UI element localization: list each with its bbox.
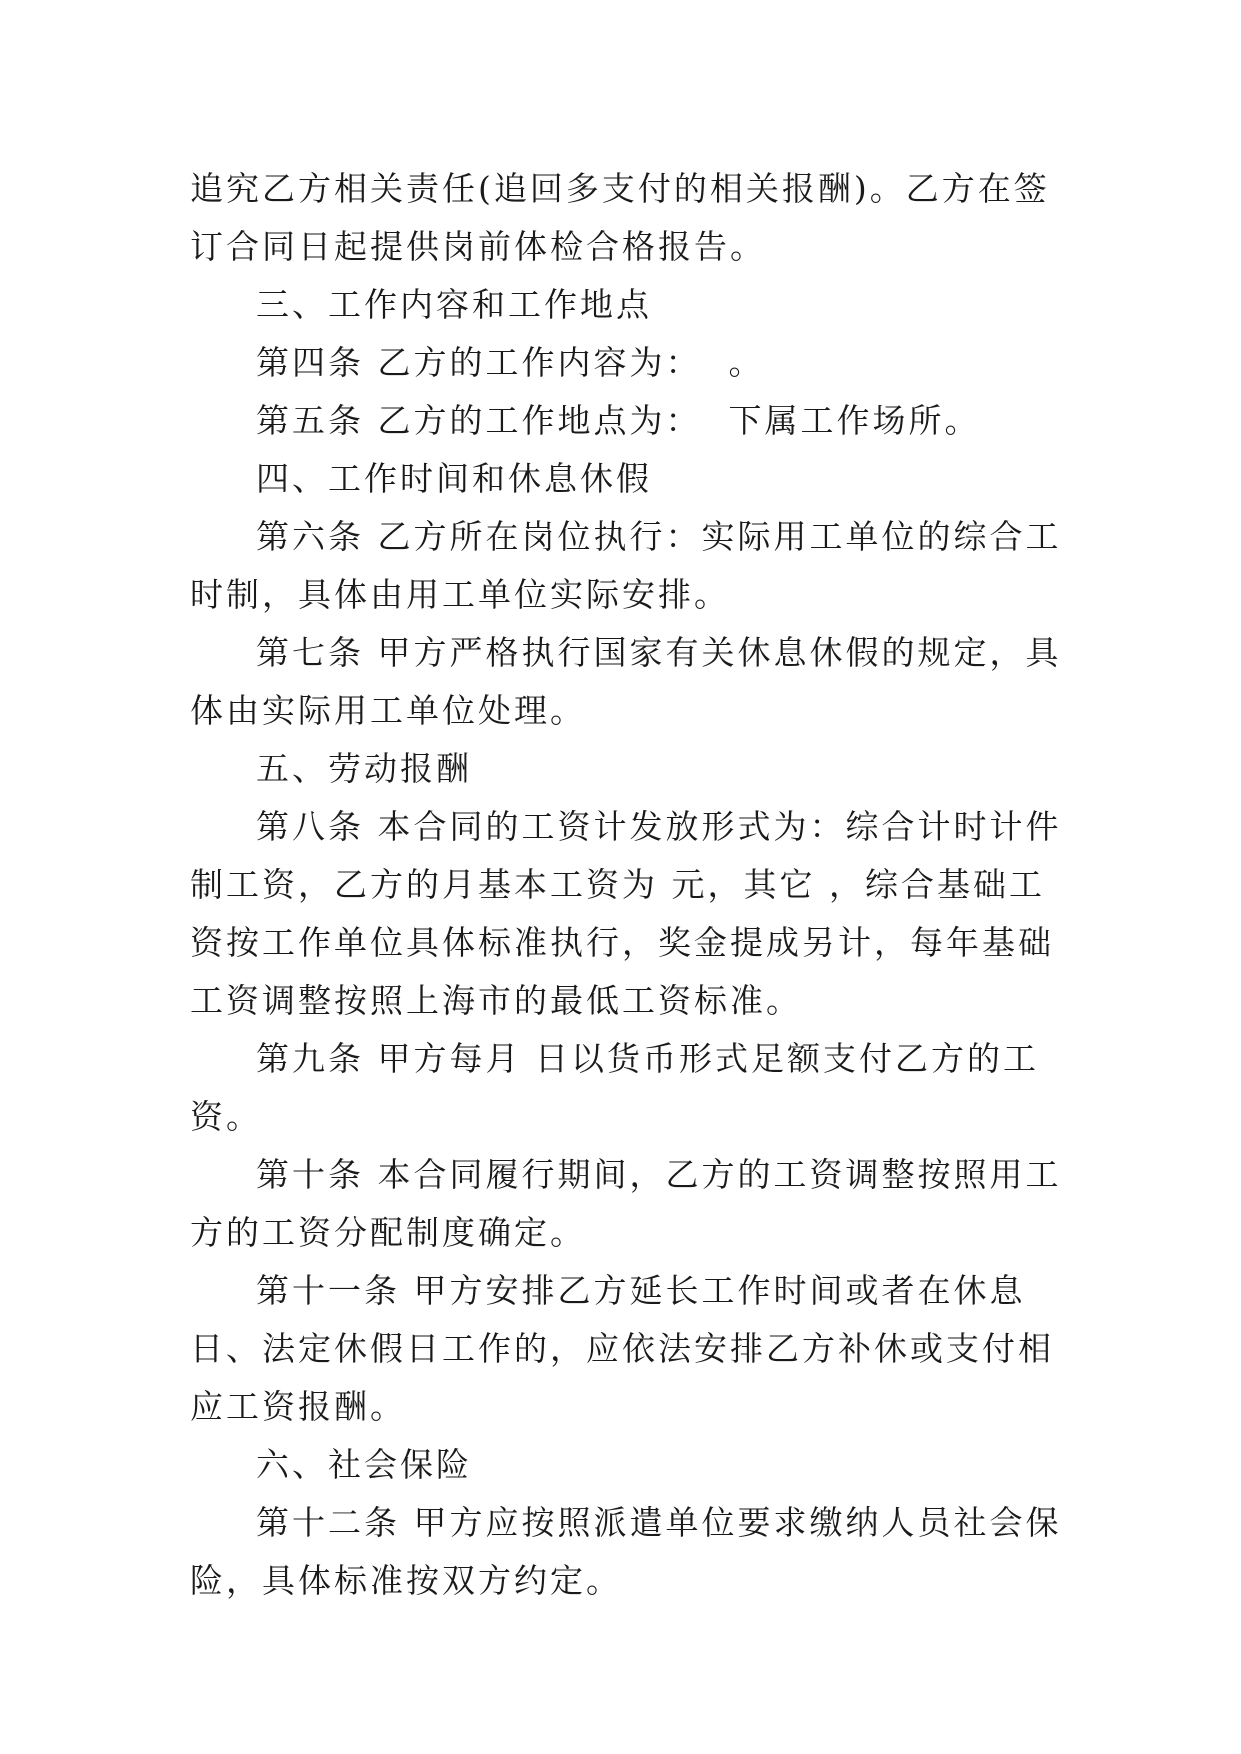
article-7: 第七条 甲方严格执行国家有关休息休假的规定，具体由实际用工单位处理。 [190, 633, 1062, 730]
article-12: 第十二条 甲方应按照派遣单位要求缴纳人员社会保险，具体标准按双方约定。 [190, 1503, 1062, 1600]
contract-body [190, 160, 1070, 1610]
article-4: 第四条 乙方的工作内容为： 。 [256, 343, 765, 382]
section-heading-social-insurance: 六、社会保险 [256, 1445, 472, 1484]
section-heading-work-content: 三、工作内容和工作地点 [256, 285, 652, 324]
article-10: 第十条 本合同履行期间，乙方的工资调整按照用工方的工资分配制度确定。 [190, 1155, 1062, 1252]
paragraph-continuation: 追究乙方相关责任(追回多支付的相关报酬)。乙方在签订合同日起提供岗前体检合格报告。 [190, 169, 1050, 266]
article-9: 第九条 甲方每月 日以货币形式足额支付乙方的工资。 [190, 1039, 1039, 1136]
section-heading-remuneration: 五、劳动报酬 [256, 749, 472, 788]
article-8: 第八条 本合同的工资计发放形式为：综合计时计件制工资，乙方的月基本工资为 元，其它 ，综合基础工资按工作单位具体标准执行，奖金提成另计，每年基础工资调整按照上海市的最低工资标准。 [190, 807, 1062, 1020]
section-heading-work-hours: 四、工作时间和休息休假 [256, 459, 652, 498]
article-5: 第五条 乙方的工作地点为： 下属工作场所。 [256, 401, 981, 440]
article-6: 第六条 乙方所在岗位执行：实际用工单位的综合工时制，具体由用工单位实际安排。 [190, 517, 1062, 614]
article-11: 第十一条 甲方安排乙方延长工作时间或者在休息日、法定休假日工作的，应依法安排乙方补休或支付相应工资报酬。 [190, 1271, 1054, 1426]
